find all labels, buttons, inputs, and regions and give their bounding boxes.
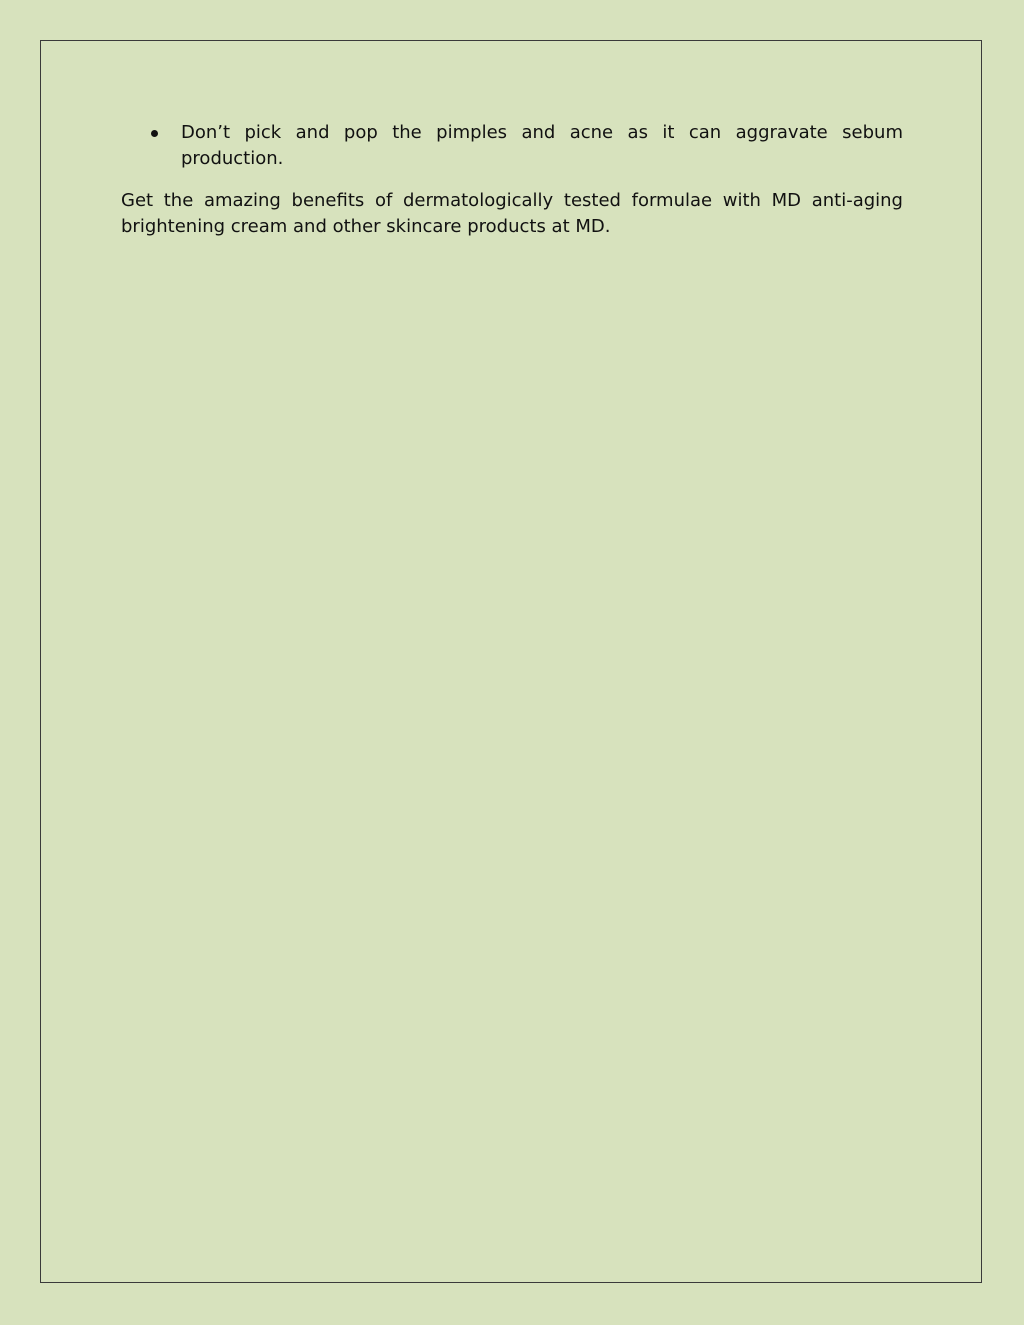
bullet-icon: [151, 130, 158, 137]
list-item: [121, 120, 903, 171]
document-body: [121, 120, 903, 239]
bullet-list: [121, 120, 903, 171]
closing-paragraph: Get the amazing benefits of dermatologically tested formulae with MD anti-aging brightening cream and other skincare products at MD.: [121, 190, 903, 237]
bullet-text: Don’t pick and pop the pimples and acne as it can aggravate sebum production.: [181, 122, 903, 169]
